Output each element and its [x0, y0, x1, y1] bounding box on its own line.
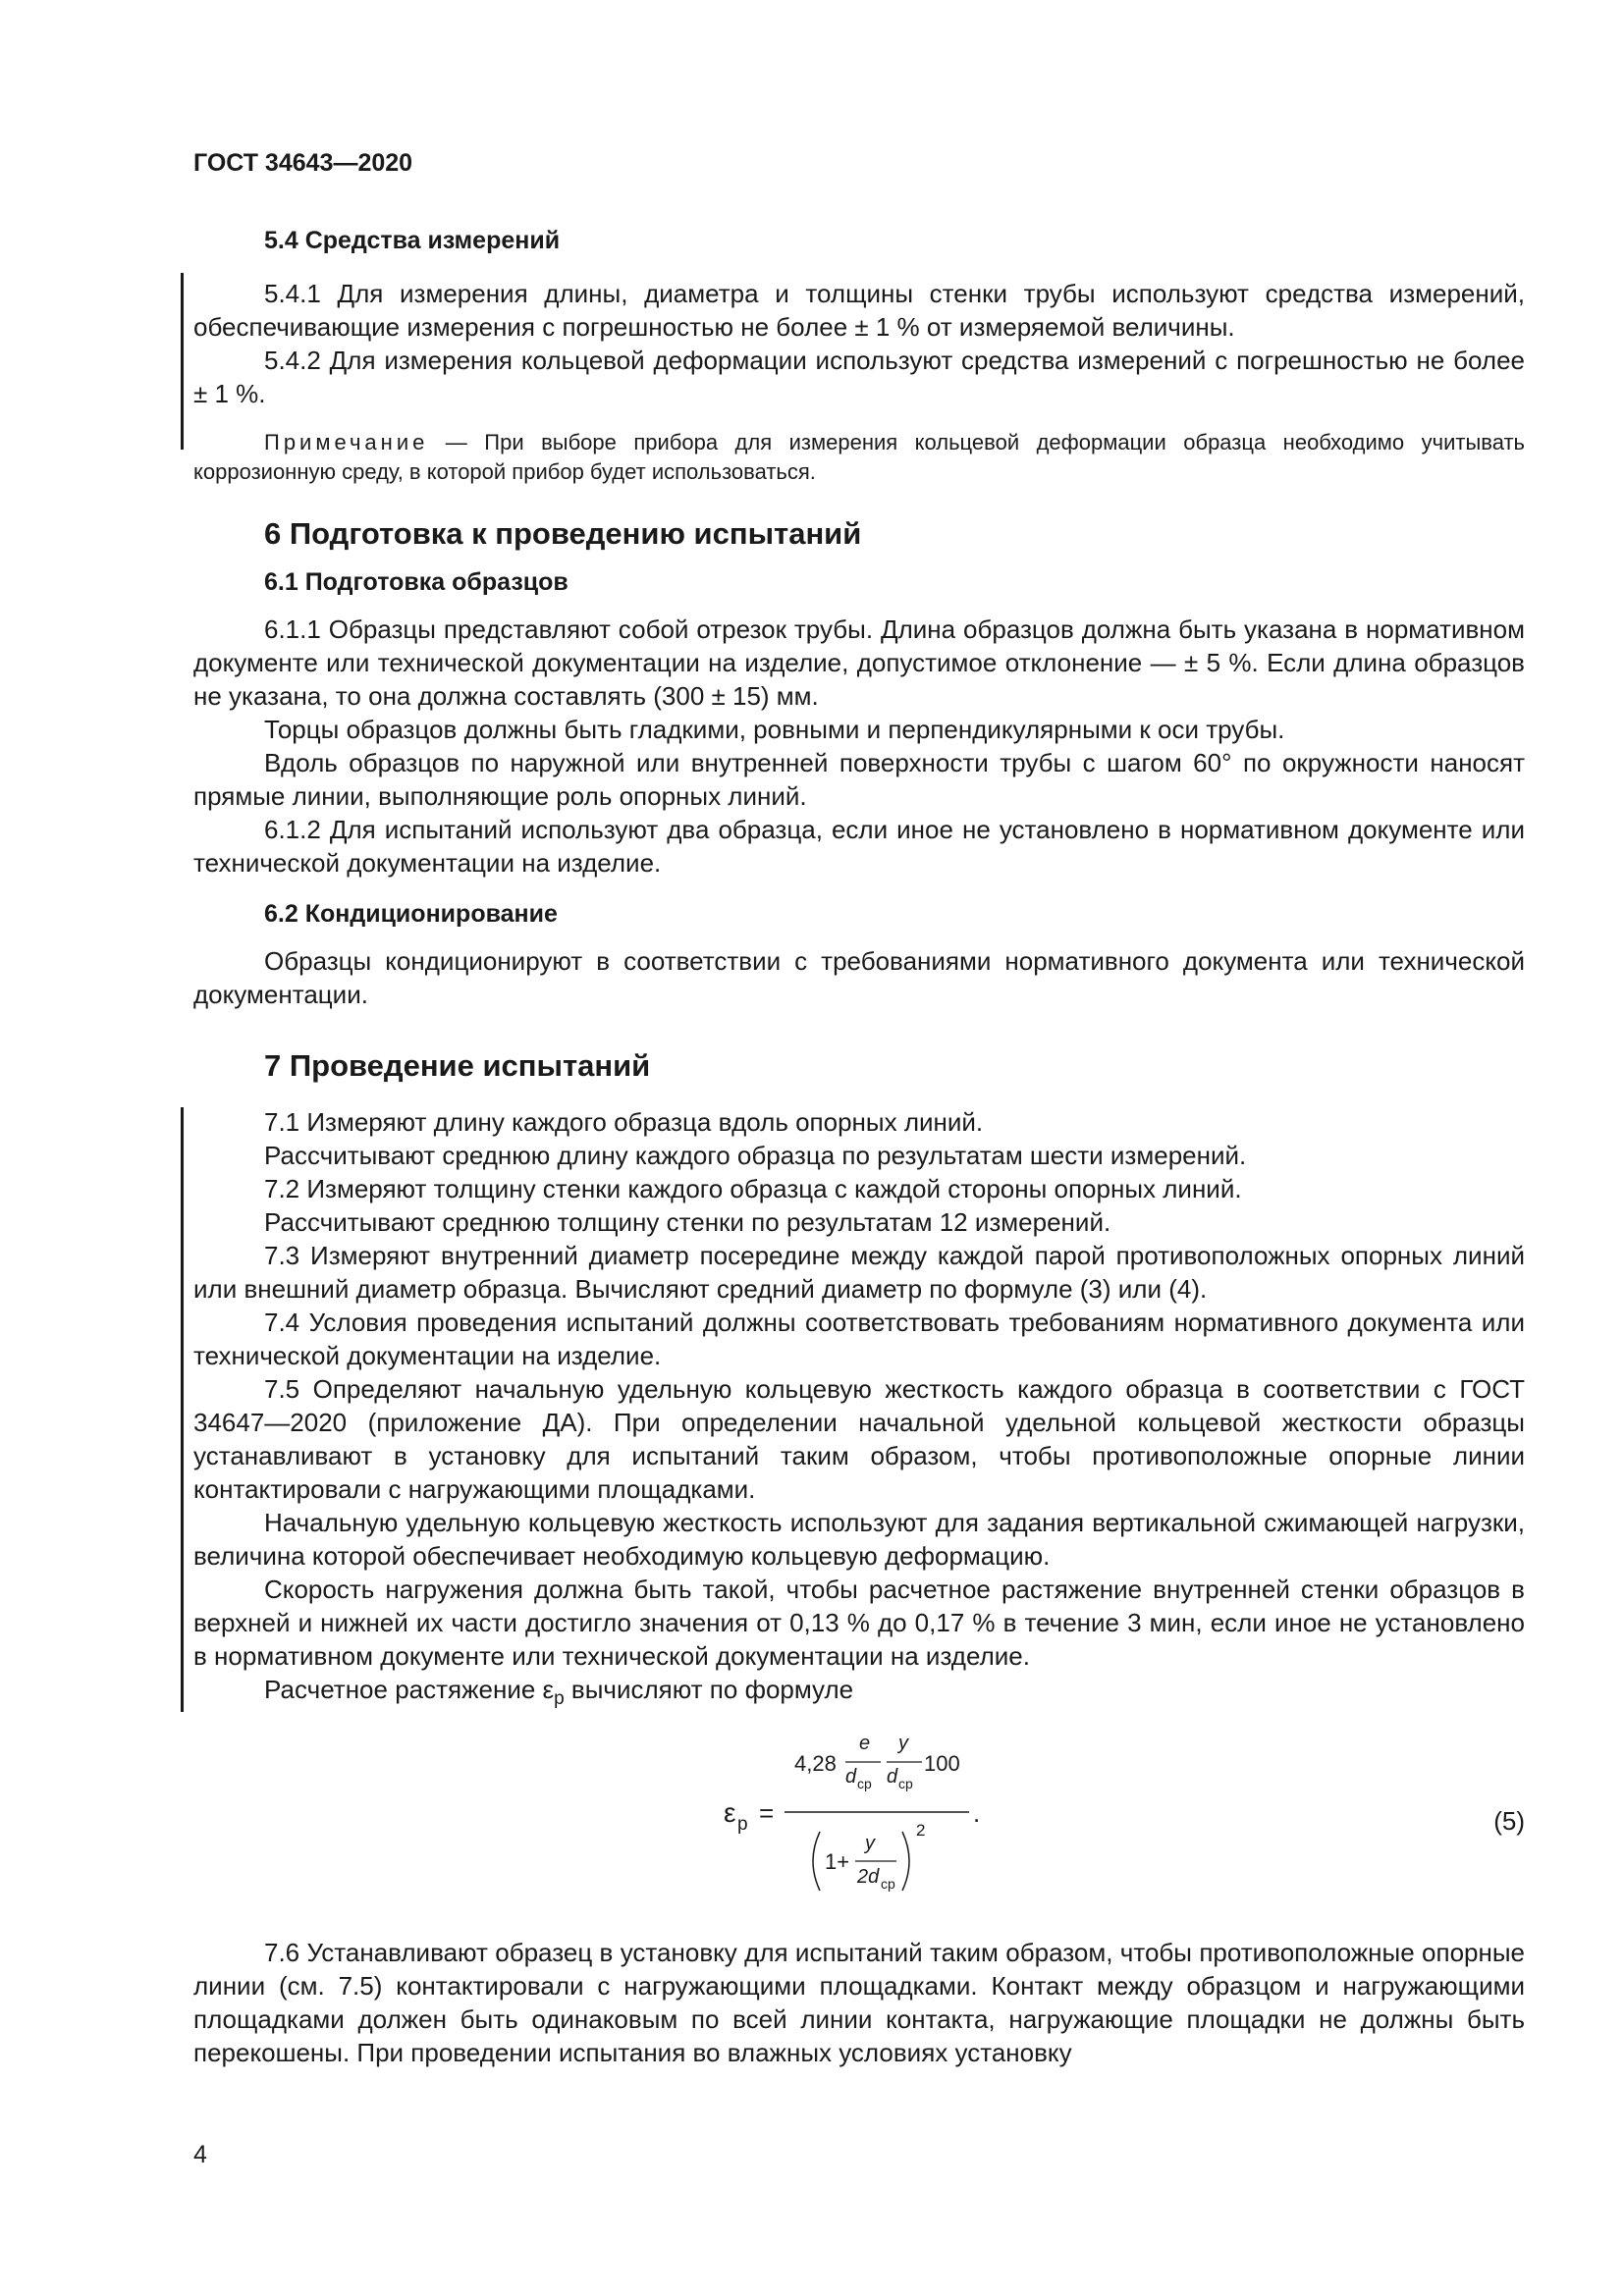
section-6-1-heading: 6.1 Подготовка образцов: [264, 568, 568, 596]
formula-d2: d: [887, 1766, 898, 1788]
paragraph-7-5-rate: Скорость нагружения должна быть такой, чтобы расчетное растяжение внутренней стенки образцов в верхней и нижней их части достигло значения от 0,13 % до 0,17 % в течение 3 мин, если иное не установлено в нормативном документе или технической документации на изделие.: [193, 1575, 1525, 1671]
paragraph-7-5-stiffness: Начальную удельную кольцевую жесткость используют для задания вертикальной сжимающей нагрузки, величина которой обеспечивает необходимую кольцевую деформацию.: [193, 1508, 1525, 1571]
paragraph-5-4-1: 5.4.1 Для измерения длины, диаметра и толщины стенки трубы используют средства измерений, обеспечивающие измерения с погрешностью не более ± 1 % от измеряемой величины.: [193, 279, 1525, 342]
section-5-4-body: [193, 277, 1525, 487]
note: [193, 428, 1525, 487]
intro-subscript: р: [554, 1688, 565, 1709]
page-number: 4: [193, 2141, 207, 2168]
intro-text: Расчетное растяжение ε: [264, 1675, 555, 1704]
paragraph-6-1-ends: Торцы образцов должны быть гладкими, ровными и перпендикулярными к оси трубы.: [264, 715, 1285, 744]
note-text: — При выборе прибора для измерения кольцевой деформации образца необходимо учитывать коррозионную среду, в которой прибор будет использоваться.: [193, 430, 1525, 484]
change-bar: [181, 273, 184, 450]
paragraph-7-6: 7.6 Устанавливают образец в установку для испытаний таким образом, чтобы противоположные опорные линии (см. 7.5) контактировали с нагружающими площадками. Контакт между образцом и нагружающими площадками должен быть одинаковым по всей линии контакта, нагружающие площадки не должны быть перекошены. При проведении испытания во влажных условиях установку: [193, 1938, 1525, 2067]
section-6-2-heading: 6.2 Кондиционирование: [264, 900, 558, 928]
change-bar: [181, 1107, 184, 1712]
formula-d1-sub: ср: [857, 1776, 872, 1791]
formula-d2-sub: ср: [898, 1776, 913, 1791]
formula-y1: y: [898, 1733, 908, 1754]
right-paren: [902, 1832, 909, 1891]
section-6-heading: 6 Подготовка к проведению испытаний: [264, 516, 862, 551]
section-6-1-body: [193, 613, 1525, 880]
paragraph-7-5: 7.5 Определяют начальную удельную кольцевую жесткость каждого образца в соответствии с ГОСТ 34647—2020 (приложение ДА). При определении начальной удельной кольцевой жесткости образцы устанавливают в установку для испытаний таким образом, чтобы противоположные опорные линии контактировали с нагружающими площадками.: [193, 1374, 1525, 1504]
paragraph-6-1-lines: Вдоль образцов по наружной или внутренней поверхности трубы с шагом 60° по окружности наносят прямые линии, выполняющие роль опорных линий.: [193, 748, 1525, 811]
formula-graphic: [724, 1726, 1077, 1922]
formula-one-plus: 1+: [825, 1849, 850, 1874]
paragraph-7-2-average: Рассчитывают среднюю толщину стенки по результатам 12 измерений.: [264, 1207, 1111, 1237]
formula-coef: 4,28: [794, 1751, 837, 1776]
formula-e: e: [859, 1733, 871, 1754]
paragraph-7-2: 7.2 Измеряют толщину стенки каждого образца с каждой стороны опорных линий.: [264, 1174, 1242, 1203]
left-paren: [813, 1832, 820, 1891]
formula-2d: 2d: [857, 1866, 880, 1888]
paragraph-6-1-2: 6.1.2 Для испытаний используют два образца, если иное не установлено в нормативном документе или технической документации на изделие.: [193, 815, 1525, 878]
paragraph-5-4-2: 5.4.2 Для измерения кольцевой деформации используют средства измерений с погрешностью не более ± 1 %.: [193, 346, 1525, 408]
formula-y2: y: [865, 1833, 875, 1854]
formula-power: 2: [916, 1821, 926, 1840]
formula-hundred: 100: [924, 1751, 960, 1776]
paragraph-7-5-formula-intro: [193, 1673, 1525, 1716]
intro-text-end: вычисляют по формуле: [564, 1675, 854, 1704]
paragraph-6-2: Образцы кондиционируют в соответствии с требованиями нормативного документа или технической документации.: [193, 946, 1525, 1009]
section-6-2-body: [193, 944, 1525, 1011]
paragraph-7-1-average: Рассчитывают среднюю длину каждого образца по результатам шести измерений.: [264, 1141, 1247, 1170]
paragraph-7-3: 7.3 Измеряют внутренний диаметр посередине между каждой парой противоположных опорных линий или внешний диаметр образца. Вычисляют средний диаметр по формуле (3) или (4).: [193, 1241, 1525, 1304]
note-label: Примечание: [264, 430, 429, 454]
paragraph-7-1: 7.1 Измеряют длину каждого образца вдоль опорных линий.: [264, 1107, 984, 1137]
paragraph-7-4: 7.4 Условия проведения испытаний должны соответствовать требованиям нормативного документа или технической документации на изделие.: [193, 1308, 1525, 1370]
formula-eq: =: [759, 1798, 775, 1828]
paragraph-6-1-1: 6.1.1 Образцы представляют собой отрезок трубы. Длина образцов должна быть указана в нормативном документе или технической документации на изделие, допустимое отклонение — ± 5 %. Если длина образцов не указана, то она должна составлять (300 ± 15) мм.: [193, 614, 1525, 711]
formula-period: .: [973, 1798, 981, 1828]
document-header: ГОСТ 34643—2020: [193, 149, 413, 177]
section-7-body: [193, 1105, 1525, 1716]
section-7-heading: 7 Проведение испытаний: [264, 1048, 651, 1083]
formula-number: (5): [1493, 1806, 1525, 1836]
formula-d1: d: [845, 1766, 857, 1788]
formula-lhs: ε: [724, 1797, 736, 1828]
section-5-4-heading: 5.4 Средства измерений: [264, 227, 561, 254]
formula-5: [193, 1726, 1525, 1922]
page-content: [193, 224, 1525, 2069]
formula-lhs-sub: р: [737, 1814, 748, 1835]
formula-2d-sub: ср: [881, 1876, 895, 1892]
